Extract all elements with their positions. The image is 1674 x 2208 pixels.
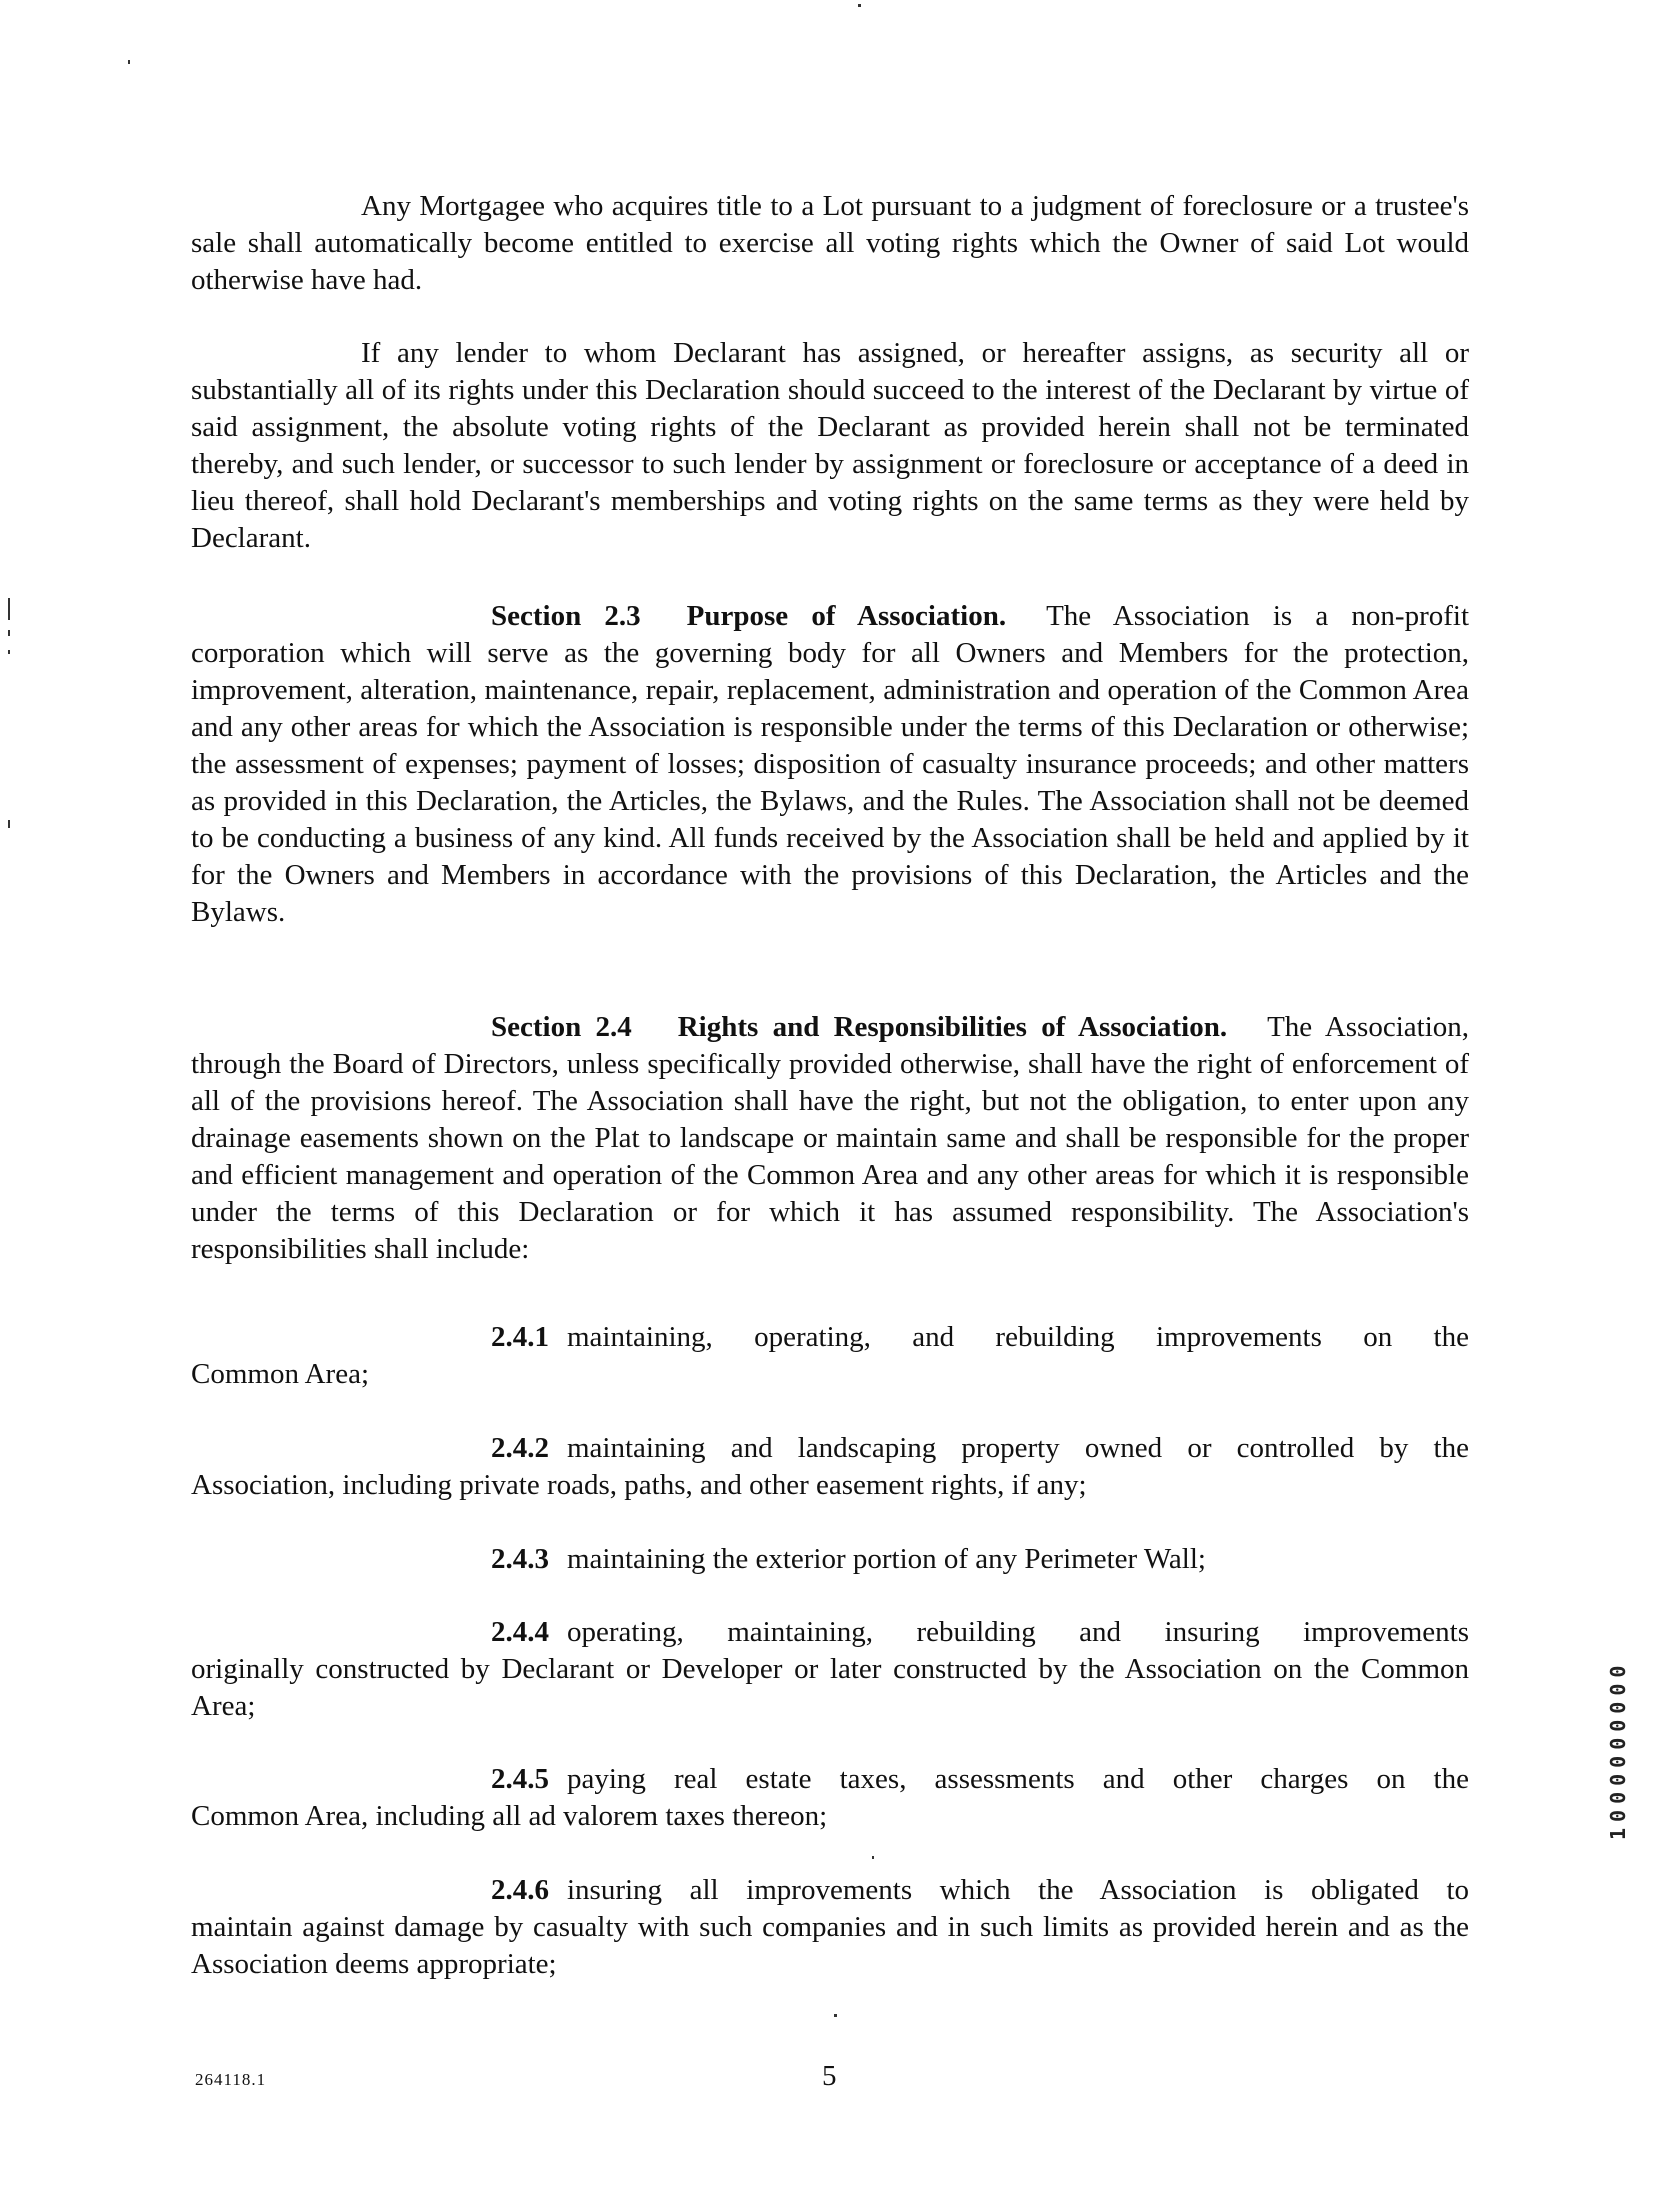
section-2-3 — [191, 598, 1469, 931]
subsection-text: insuring all improvements which the Association is obligated to — [567, 1874, 1469, 1906]
subsection-text: operating, maintaining, rebuilding and insuring improvements — [567, 1616, 1469, 1648]
subsection-2-4-1-cont: Common Area; — [191, 1358, 370, 1390]
subsection-number: 2.4.5 — [491, 1763, 549, 1795]
section-2-4-number: Section 2.4 — [491, 1011, 632, 1043]
section-2-3-number: Section 2.3 — [491, 600, 641, 632]
scan-speck — [8, 598, 10, 620]
subsection-2-4-4 — [491, 1614, 1469, 1651]
scan-speck — [834, 2014, 837, 2017]
subsection-2-4-2-cont: Association, including private roads, paths, and other easement rights, if any; — [191, 1469, 1087, 1501]
section-2-4 — [191, 1009, 1469, 1268]
subsection-text: maintaining the exterior portion of any Perimeter Wall; — [567, 1543, 1206, 1575]
page-number: 5 — [822, 2060, 837, 2092]
scan-speck — [872, 1856, 874, 1859]
scan-speck — [8, 630, 10, 636]
section-2-3-body: The Association is a non-profit corporation which will serve as the governing body for all Owners and Members for the protection, improvement, alteration, maintenance, repair, replacement, administration and operation of the Common Area and any other areas for which the Association is responsible under the terms of this Declaration or otherwise; the assessment of expenses; payment of losses; disposition of casualty insurance proceeds; and other matters as provided in this Declaration, the Articles, the Bylaws, and the Rules. The Association shall not be deemed to be conducting a business of any kind. All funds received by the Association shall be held and applied by it for the Owners and Members in accordance with the provisions of this Declaration, the Articles and the Bylaws. — [191, 600, 1470, 928]
scan-speck — [858, 4, 861, 7]
recording-stamp: 1000000000 — [1606, 1659, 1630, 1841]
scan-speck — [8, 820, 10, 828]
scan-speck — [128, 60, 130, 64]
subsection-2-4-5-cont: Common Area, including all ad valorem taxes thereon; — [191, 1800, 828, 1832]
subsection-text: paying real estate taxes, assessments and other charges on the — [567, 1763, 1469, 1795]
section-2-4-body: The Association, through the Board of Directors, unless specifically provided otherwise, shall have the right of enforcement of all of the provisions hereof. The Association shall have the right, but not the obligation, to enter upon any drainage easements shown on the Plat to landscape or maintain same and shall be responsible for the proper and efficient management and operation of the Common Area and any other areas for which it is responsible under the terms of this Declaration or for which it has assumed responsibility. The Association's responsibilities shall include: — [191, 1011, 1470, 1265]
subsection-text: maintaining and landscaping property owned or controlled by the — [567, 1432, 1469, 1464]
subsection-2-4-1 — [491, 1319, 1469, 1356]
subsection-2-4-3 — [491, 1541, 1206, 1578]
subsection-number: 2.4.6 — [491, 1874, 549, 1906]
section-2-4-title: Rights and Responsibilities of Association. — [677, 1011, 1228, 1043]
section-2-3-title: Purpose of Association. — [686, 600, 1007, 632]
subsection-number: 2.4.3 — [491, 1543, 549, 1575]
subsection-number: 2.4.1 — [491, 1321, 549, 1353]
subsection-number: 2.4.4 — [491, 1616, 549, 1648]
scan-speck — [8, 650, 10, 654]
subsection-2-4-6 — [491, 1872, 1469, 1909]
paragraph-mortgagee: Any Mortgagee who acquires title to a Lot pursuant to a judgment of foreclosure or a trustee's sale shall automatically become entitled to exercise all voting rights which the Owner of said Lot would otherwise have had. — [191, 190, 1469, 296]
paragraph-lender: If any lender to whom Declarant has assigned, or hereafter assigns, as security all or substantially all of its rights under this Declaration should succeed to the interest of the Declarant by virtue of said assignment, the absolute voting rights of the Declarant as provided herein shall not be terminated thereby, and such lender, or successor to such lender by assignment or foreclosure or acceptance of a deed in lieu thereof, shall hold Declarant's memberships and voting rights on the same terms as they were held by Declarant. — [191, 337, 1469, 554]
subsection-text: maintaining, operating, and rebuilding improvements on the — [567, 1321, 1469, 1353]
subsection-2-4-6-cont: maintain against damage by casualty with such companies and in such limits as provided herein and as the Association deems appropriate; — [191, 1911, 1469, 1980]
subsection-2-4-2 — [491, 1430, 1469, 1467]
subsection-2-4-5 — [491, 1761, 1469, 1798]
subsection-number: 2.4.2 — [491, 1432, 549, 1464]
document-id: 264118.1 — [195, 2070, 267, 2089]
subsection-2-4-4-cont: originally constructed by Declarant or Developer or later constructed by the Association on the Common Area; — [191, 1653, 1469, 1722]
